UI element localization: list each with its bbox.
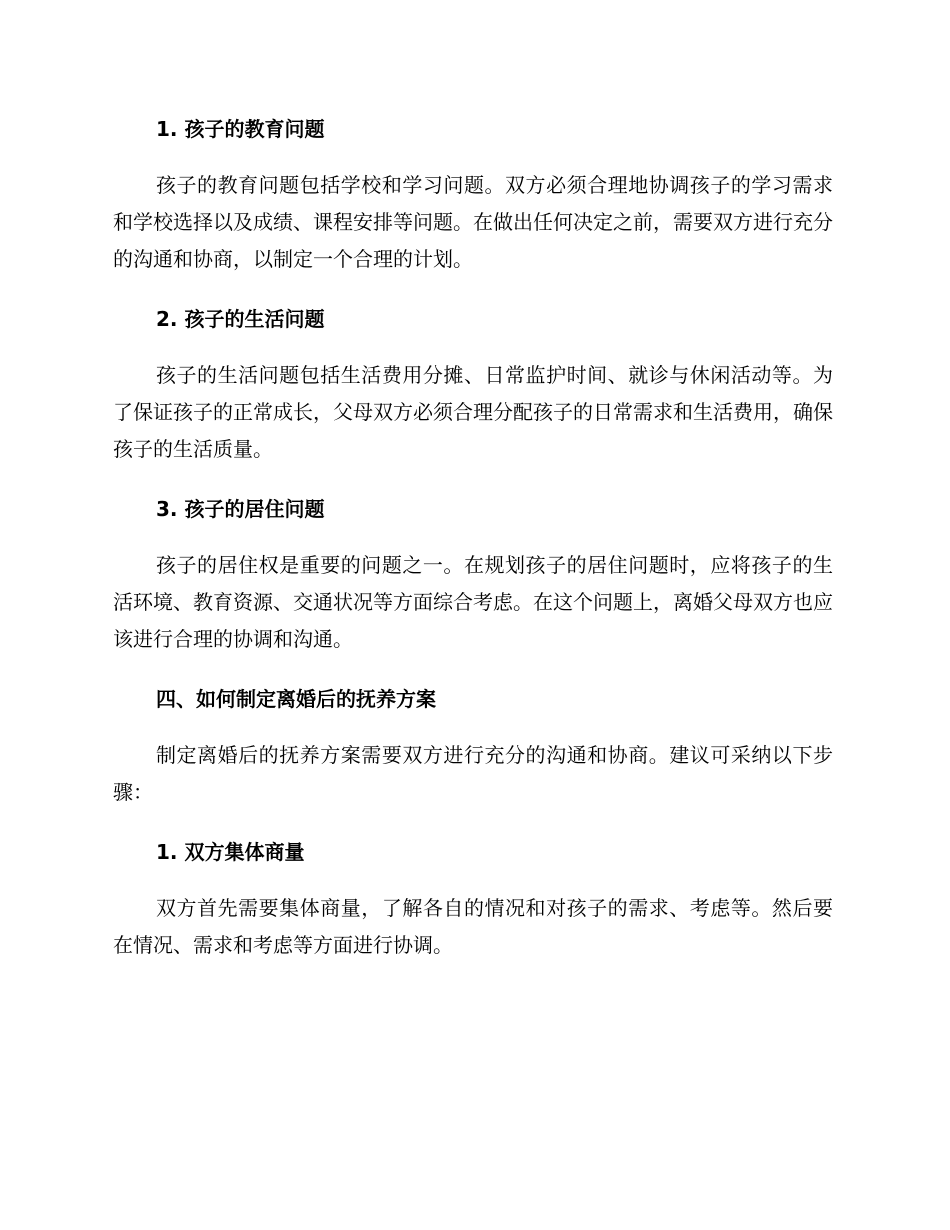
- section-paragraph-custody-plan: 制定离婚后的抚养方案需要双方进行充分的沟通和协商。建议可采纳以下步骤：: [113, 743, 833, 804]
- section-heading-custody-plan: 四、如何制定离婚后的抚养方案: [156, 687, 436, 711]
- section-heading-education: 1. 孩子的教育问题: [156, 117, 325, 141]
- section-paragraph-residence: 孩子的居住权是重要的问题之一。在规划孩子的居住问题时，应将孩子的生活环境、教育资源、交通状况等方面综合考虑。在这个问题上，离婚父母双方也应该进行合理的协调和沟通。: [113, 553, 833, 651]
- section-paragraph-education: 孩子的教育问题包括学校和学习问题。双方必须合理地协调孩子的学习需求和学校选择以及成绩、课程安排等问题。在做出任何决定之前，需要双方进行充分的沟通和协商，以制定一个合理的计划。: [113, 173, 833, 271]
- section-paragraph-joint-discussion: 双方首先需要集体商量，了解各自的情况和对孩子的需求、考虑等。然后要在情况、需求和考虑等方面进行协调。: [113, 896, 833, 957]
- section-heading-living: 2. 孩子的生活问题: [156, 307, 325, 331]
- section-heading-residence: 3. 孩子的居住问题: [156, 497, 325, 521]
- section-heading-joint-discussion: 1. 双方集体商量: [156, 840, 305, 864]
- document-body: [113, 110, 833, 964]
- section-paragraph-living: 孩子的生活问题包括生活费用分摊、日常监护时间、就诊与休闲活动等。为了保证孩子的正常成长，父母双方必须合理分配孩子的日常需求和生活费用，确保孩子的生活质量。: [113, 363, 833, 461]
